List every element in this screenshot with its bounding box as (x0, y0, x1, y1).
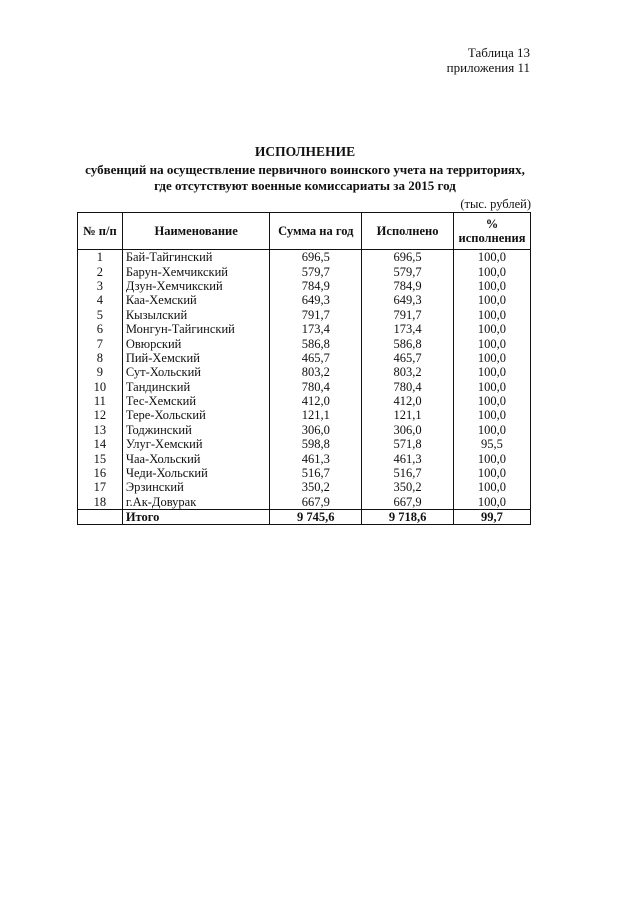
row-name: Каа-Хемский (122, 293, 270, 307)
total-label: Итого (122, 510, 270, 525)
row-executed: 780,4 (362, 380, 454, 394)
row-executed: 465,7 (362, 351, 454, 365)
total-row (78, 510, 531, 525)
row-number: 12 (78, 408, 123, 422)
table-row (78, 480, 531, 494)
row-number: 18 (78, 495, 123, 510)
row-annual: 412,0 (270, 394, 362, 408)
table-row (78, 495, 531, 510)
row-number: 10 (78, 380, 123, 394)
header-percent-label: исполнения (458, 231, 526, 245)
table-row (78, 264, 531, 278)
row-number: 11 (78, 394, 123, 408)
total-executed: 9 718,6 (362, 510, 454, 525)
row-name: Улуг-Хемский (122, 437, 270, 451)
row-number: 1 (78, 250, 123, 265)
row-annual: 803,2 (270, 365, 362, 379)
row-percent: 100,0 (453, 336, 530, 350)
table-row (78, 279, 531, 293)
total-percent: 99,7 (453, 510, 530, 525)
row-number: 8 (78, 351, 123, 365)
row-executed: 586,8 (362, 336, 454, 350)
row-executed: 121,1 (362, 408, 454, 422)
table-row (78, 380, 531, 394)
header-name: Наименование (122, 213, 270, 250)
row-percent: 100,0 (453, 322, 530, 336)
row-name: Тоджинский (122, 423, 270, 437)
row-annual: 461,3 (270, 451, 362, 465)
row-number: 5 (78, 308, 123, 322)
header-num: № п/п (78, 213, 123, 250)
appendix-reference (447, 45, 530, 75)
table-row (78, 308, 531, 322)
row-percent: 100,0 (453, 480, 530, 494)
row-executed: 516,7 (362, 466, 454, 480)
table-row (78, 394, 531, 408)
header-annual: Сумма на год (270, 213, 362, 250)
row-name: Бай-Тайгинский (122, 250, 270, 265)
row-number: 16 (78, 466, 123, 480)
table-row (78, 466, 531, 480)
row-percent: 100,0 (453, 351, 530, 365)
row-name: Тере-Хольский (122, 408, 270, 422)
row-name: Сут-Хольский (122, 365, 270, 379)
row-name: Монгун-Тайгинский (122, 322, 270, 336)
row-executed: 696,5 (362, 250, 454, 265)
row-annual: 579,7 (270, 264, 362, 278)
table-row (78, 322, 531, 336)
row-name: Дзун-Хемчикский (122, 279, 270, 293)
total-annual: 9 745,6 (270, 510, 362, 525)
row-annual: 791,7 (270, 308, 362, 322)
row-percent: 100,0 (453, 293, 530, 307)
row-executed: 306,0 (362, 423, 454, 437)
row-name: Чеди-Хольский (122, 466, 270, 480)
total-empty-cell (78, 510, 123, 525)
row-annual: 586,8 (270, 336, 362, 350)
row-number: 7 (78, 336, 123, 350)
row-name: Барун-Хемчикский (122, 264, 270, 278)
row-annual: 121,1 (270, 408, 362, 422)
row-annual: 516,7 (270, 466, 362, 480)
row-name: Чаа-Хольский (122, 451, 270, 465)
row-number: 3 (78, 279, 123, 293)
appendix-number: приложения 11 (446, 60, 530, 75)
row-executed: 803,2 (362, 365, 454, 379)
row-annual: 784,9 (270, 279, 362, 293)
row-annual: 667,9 (270, 495, 362, 510)
row-percent: 100,0 (453, 308, 530, 322)
row-percent: 95,5 (453, 437, 530, 451)
execution-table (77, 212, 531, 525)
row-annual: 598,8 (270, 437, 362, 451)
row-executed: 412,0 (362, 394, 454, 408)
row-annual: 696,5 (270, 250, 362, 265)
table-row (78, 408, 531, 422)
row-executed: 667,9 (362, 495, 454, 510)
table-body (78, 250, 531, 525)
row-annual: 306,0 (270, 423, 362, 437)
table-row (78, 423, 531, 437)
row-annual: 649,3 (270, 293, 362, 307)
row-executed: 571,8 (362, 437, 454, 451)
row-percent: 100,0 (453, 466, 530, 480)
row-number: 9 (78, 365, 123, 379)
row-percent: 100,0 (453, 451, 530, 465)
table-row (78, 451, 531, 465)
row-name: Пий-Хемский (122, 351, 270, 365)
header-percent-sign: % (485, 217, 499, 231)
row-percent: 100,0 (453, 495, 530, 510)
row-number: 15 (78, 451, 123, 465)
table-row (78, 336, 531, 350)
subtitle-line-1: субвенций на осуществление первичного воинского учета на территориях, (85, 162, 525, 177)
row-name: Кызылский (122, 308, 270, 322)
subtitle-line-2: где отсутствуют военные комиссариаты за 2015 год (154, 178, 456, 193)
row-number: 17 (78, 480, 123, 494)
row-number: 4 (78, 293, 123, 307)
row-percent: 100,0 (453, 380, 530, 394)
row-annual: 465,7 (270, 351, 362, 365)
document-title: ИСПОЛНЕНИЕ (254, 144, 356, 159)
row-percent: 100,0 (453, 394, 530, 408)
row-percent: 100,0 (453, 423, 530, 437)
row-executed: 173,4 (362, 322, 454, 336)
table-row (78, 365, 531, 379)
row-number: 13 (78, 423, 123, 437)
row-annual: 780,4 (270, 380, 362, 394)
row-name: г.Ак-Довурак (122, 495, 270, 510)
row-executed: 791,7 (362, 308, 454, 322)
row-executed: 649,3 (362, 293, 454, 307)
row-percent: 100,0 (453, 250, 530, 265)
header-percent (453, 213, 530, 250)
row-annual: 173,4 (270, 322, 362, 336)
units-label: (тыс. рублей) (460, 197, 531, 211)
row-annual: 350,2 (270, 480, 362, 494)
row-percent: 100,0 (453, 279, 530, 293)
header-executed: Исполнено (362, 213, 454, 250)
row-percent: 100,0 (453, 365, 530, 379)
row-number: 14 (78, 437, 123, 451)
row-name: Тес-Хемский (122, 394, 270, 408)
table-row (78, 250, 531, 265)
row-executed: 461,3 (362, 451, 454, 465)
row-name: Овюрский (122, 336, 270, 350)
table-number: Таблица 13 (467, 45, 530, 60)
table-row (78, 437, 531, 451)
table-row (78, 293, 531, 307)
row-name: Тандинский (122, 380, 270, 394)
row-executed: 350,2 (362, 480, 454, 494)
row-percent: 100,0 (453, 264, 530, 278)
row-number: 2 (78, 264, 123, 278)
row-percent: 100,0 (453, 408, 530, 422)
table-row (78, 351, 531, 365)
row-number: 6 (78, 322, 123, 336)
table-header-row (78, 213, 531, 250)
row-name: Эрзинский (122, 480, 270, 494)
row-executed: 579,7 (362, 264, 454, 278)
document-subtitle (75, 162, 535, 194)
row-executed: 784,9 (362, 279, 454, 293)
